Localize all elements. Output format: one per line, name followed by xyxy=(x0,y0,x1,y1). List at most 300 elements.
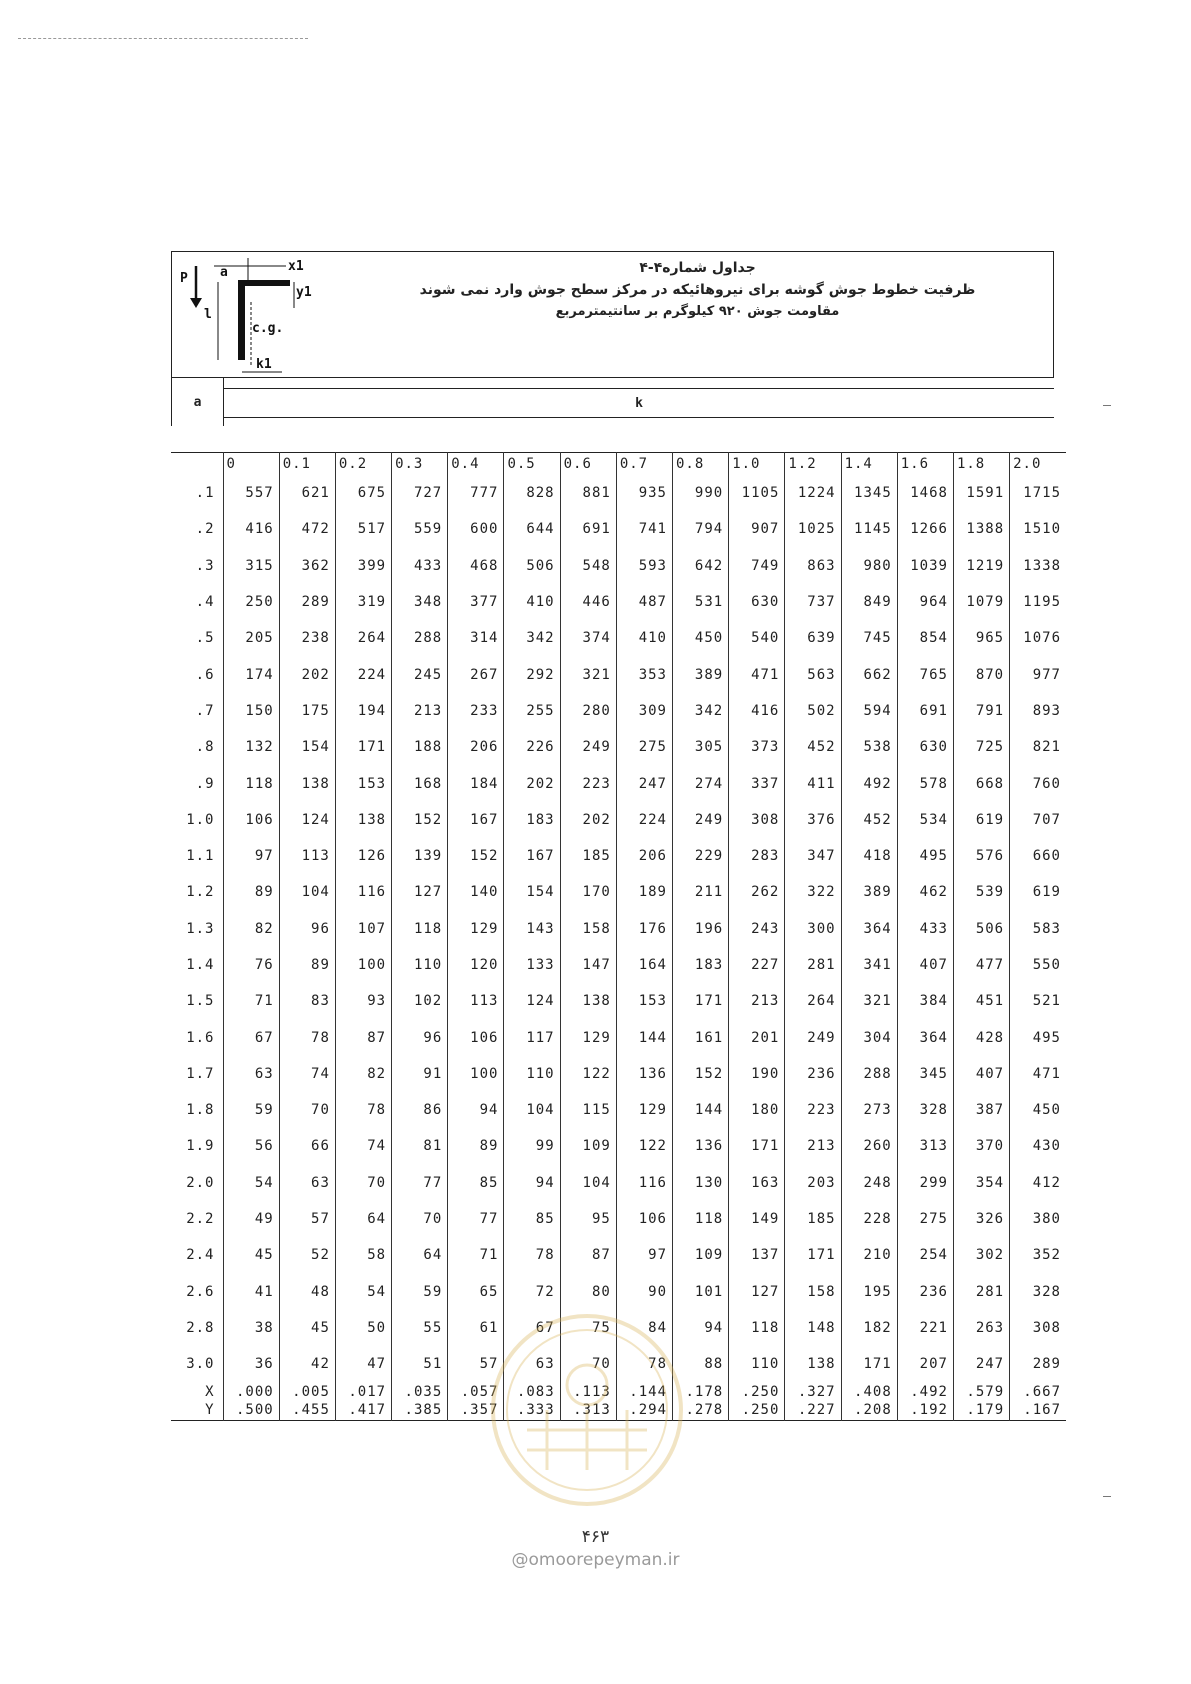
k-header-cell: 0.5 xyxy=(504,453,560,476)
y-label: Y xyxy=(205,1402,215,1419)
capacity-cell: 63 xyxy=(504,1346,560,1382)
capacity-cell: 85 xyxy=(504,1201,560,1237)
capacity-cell: 144 xyxy=(616,1019,672,1055)
capacity-cell: 760 xyxy=(1010,765,1066,801)
capacity-cell: 120 xyxy=(448,947,504,983)
capacity-cell: 1025 xyxy=(785,511,841,547)
capacity-cell: 64 xyxy=(335,1201,391,1237)
capacity-cell: 267 xyxy=(448,656,504,692)
xy-value-cell xyxy=(279,1382,335,1421)
capacity-cell: 675 xyxy=(335,475,391,511)
capacity-cell: 347 xyxy=(785,838,841,874)
capacity-cell: 78 xyxy=(279,1019,335,1055)
capacity-cell: 935 xyxy=(616,475,672,511)
capacity-cell: 557 xyxy=(223,475,279,511)
table-title: جداول شماره۴-۴ xyxy=(639,260,756,276)
capacity-cell: 54 xyxy=(335,1274,391,1310)
capacity-cell: 495 xyxy=(897,838,953,874)
capacity-cell: 70 xyxy=(560,1346,616,1382)
capacity-cell: 41 xyxy=(223,1274,279,1310)
capacity-cell: 164 xyxy=(616,947,672,983)
capacity-cell: 61 xyxy=(448,1310,504,1346)
a-value-cell: .2 xyxy=(195,521,215,538)
capacity-cell: 224 xyxy=(335,656,391,692)
capacity-cell: 506 xyxy=(504,548,560,584)
table-title-block xyxy=(372,260,1023,319)
a-value-cell: 1.9 xyxy=(186,1138,215,1155)
capacity-cell: 201 xyxy=(729,1019,785,1055)
xy-value-cell xyxy=(897,1382,953,1421)
capacity-cell: 407 xyxy=(897,947,953,983)
capacity-cell: 89 xyxy=(223,874,279,910)
capacity-cell: 691 xyxy=(560,511,616,547)
capacity-cell: 64 xyxy=(392,1237,448,1273)
a-value-cell: 2.0 xyxy=(186,1174,215,1191)
capacity-cell: 233 xyxy=(448,693,504,729)
diagram-label-y1: y1 xyxy=(296,285,312,300)
a-value-cell: 2.4 xyxy=(186,1247,215,1264)
capacity-cell: 130 xyxy=(673,1165,729,1201)
capacity-cell: 158 xyxy=(560,911,616,947)
capacity-cell: 91 xyxy=(392,1056,448,1092)
x-value: .035 xyxy=(404,1384,443,1401)
capacity-cell: 1591 xyxy=(953,475,1009,511)
capacity-cell: 765 xyxy=(897,656,953,692)
capacity-cell: 236 xyxy=(785,1056,841,1092)
xy-value-cell xyxy=(335,1382,391,1421)
capacity-cell: 275 xyxy=(616,729,672,765)
capacity-cell: 477 xyxy=(953,947,1009,983)
capacity-cell: 94 xyxy=(448,1092,504,1128)
capacity-cell: 410 xyxy=(504,584,560,620)
y-value: .179 xyxy=(966,1402,1005,1419)
capacity-cell: 737 xyxy=(785,584,841,620)
capacity-cell: 228 xyxy=(841,1201,897,1237)
capacity-cell: 78 xyxy=(335,1092,391,1128)
capacity-cell: 1039 xyxy=(897,548,953,584)
weld-horizontal xyxy=(238,280,290,286)
capacity-cell: 374 xyxy=(560,620,616,656)
capacity-cell: 364 xyxy=(897,1019,953,1055)
capacity-cell: 828 xyxy=(504,475,560,511)
capacity-cell: 129 xyxy=(448,911,504,947)
capacity-cell: 96 xyxy=(279,911,335,947)
table-row xyxy=(171,983,1066,1019)
capacity-cell: 174 xyxy=(223,656,279,692)
capacity-cell: 314 xyxy=(448,620,504,656)
capacity-cell: 642 xyxy=(673,548,729,584)
capacity-cell: 630 xyxy=(897,729,953,765)
capacity-cell: 80 xyxy=(560,1274,616,1310)
y-value: .250 xyxy=(741,1402,780,1419)
table-header-frame xyxy=(171,251,1054,378)
k-header-cell: 0.7 xyxy=(616,453,672,476)
capacity-cell: 129 xyxy=(560,1019,616,1055)
capacity-cell: 136 xyxy=(616,1056,672,1092)
capacity-cell: 107 xyxy=(335,911,391,947)
capacity-cell: 88 xyxy=(673,1346,729,1382)
capacity-cell: 304 xyxy=(841,1019,897,1055)
capacity-cell: 127 xyxy=(729,1274,785,1310)
capacity-cell: 980 xyxy=(841,548,897,584)
capacity-cell: 59 xyxy=(223,1092,279,1128)
capacity-cell: 82 xyxy=(223,911,279,947)
capacity-cell: 110 xyxy=(392,947,448,983)
capacity-cell: 183 xyxy=(673,947,729,983)
capacity-cell: 264 xyxy=(785,983,841,1019)
capacity-cell: 308 xyxy=(729,802,785,838)
x-value: .178 xyxy=(685,1384,724,1401)
capacity-cell: 1219 xyxy=(953,548,1009,584)
capacity-cell: 99 xyxy=(504,1128,560,1164)
k-header-cell: 0.8 xyxy=(673,453,729,476)
a-value-cell: 1.0 xyxy=(186,811,215,828)
capacity-cell: 777 xyxy=(448,475,504,511)
capacity-cell: 180 xyxy=(729,1092,785,1128)
capacity-cell: 185 xyxy=(785,1201,841,1237)
capacity-cell: 492 xyxy=(841,765,897,801)
capacity-cell: 563 xyxy=(785,656,841,692)
table-row xyxy=(171,1237,1066,1273)
capacity-cell: 94 xyxy=(504,1165,560,1201)
capacity-cell: 154 xyxy=(279,729,335,765)
capacity-cell: 539 xyxy=(953,874,1009,910)
table-row xyxy=(171,729,1066,765)
capacity-cell: 446 xyxy=(560,584,616,620)
capacity-cell: 300 xyxy=(785,911,841,947)
capacity-cell: 148 xyxy=(785,1310,841,1346)
capacity-cell: 326 xyxy=(953,1201,1009,1237)
x-value: .005 xyxy=(292,1384,330,1401)
capacity-cell: 167 xyxy=(504,838,560,874)
capacity-cell: 452 xyxy=(785,729,841,765)
capacity-cell: 213 xyxy=(729,983,785,1019)
xy-value-cell xyxy=(392,1382,448,1421)
capacity-cell: 42 xyxy=(279,1346,335,1382)
capacity-cell: 118 xyxy=(729,1310,785,1346)
capacity-cell: 110 xyxy=(729,1346,785,1382)
capacity-cell: 85 xyxy=(448,1165,504,1201)
capacity-cell: 416 xyxy=(223,511,279,547)
capacity-cell: 468 xyxy=(448,548,504,584)
capacity-cell: 262 xyxy=(729,874,785,910)
capacity-cell: 863 xyxy=(785,548,841,584)
capacity-cell: 548 xyxy=(560,548,616,584)
capacity-cell: 821 xyxy=(1010,729,1066,765)
capacity-cell: 206 xyxy=(448,729,504,765)
capacity-cell: 412 xyxy=(1010,1165,1066,1201)
capacity-cell: 1076 xyxy=(1010,620,1066,656)
capacity-cell: 236 xyxy=(897,1274,953,1310)
capacity-cell: 354 xyxy=(953,1165,1009,1201)
capacity-cell: 36 xyxy=(223,1346,279,1382)
capacity-cell: 109 xyxy=(560,1128,616,1164)
capacity-cell: 521 xyxy=(1010,983,1066,1019)
table-row xyxy=(171,911,1066,947)
capacity-cell: 727 xyxy=(392,475,448,511)
table-row xyxy=(171,511,1066,547)
a-value-cell: .1 xyxy=(195,485,215,502)
capacity-cell: 668 xyxy=(953,765,1009,801)
capacity-cell: 104 xyxy=(560,1165,616,1201)
capacity-cell: 576 xyxy=(953,838,1009,874)
capacity-cell: 288 xyxy=(841,1056,897,1092)
capacity-cell: 144 xyxy=(673,1092,729,1128)
capacity-cell: 38 xyxy=(223,1310,279,1346)
capacity-cell: 138 xyxy=(785,1346,841,1382)
capacity-cell: 250 xyxy=(223,584,279,620)
capacity-cell: 364 xyxy=(841,911,897,947)
capacity-cell: 313 xyxy=(897,1128,953,1164)
capacity-cell: 138 xyxy=(335,802,391,838)
table-row xyxy=(171,620,1066,656)
capacity-cell: 380 xyxy=(1010,1201,1066,1237)
table-body xyxy=(171,475,1066,1421)
table-row xyxy=(171,1274,1066,1310)
capacity-cell: 97 xyxy=(616,1237,672,1273)
capacity-cell: 149 xyxy=(729,1201,785,1237)
capacity-cell: 749 xyxy=(729,548,785,584)
y-value: .313 xyxy=(573,1402,611,1419)
capacity-cell: 644 xyxy=(504,511,560,547)
capacity-cell: 94 xyxy=(673,1310,729,1346)
capacity-cell: 202 xyxy=(504,765,560,801)
a-value-cell: .6 xyxy=(195,666,215,683)
capacity-cell: 100 xyxy=(448,1056,504,1092)
capacity-cell: 118 xyxy=(223,765,279,801)
y-value: .357 xyxy=(460,1402,499,1419)
table-subtitle: ظرفیت خطوط جوش گوشه برای نیروهائیکه در مرکز سطح جوش وارد نمی شوند xyxy=(419,282,976,298)
capacity-cell: 411 xyxy=(785,765,841,801)
y-value: .278 xyxy=(685,1402,724,1419)
capacity-cell: 600 xyxy=(448,511,504,547)
watermark-seal-logo xyxy=(487,1310,687,1510)
y-value: .167 xyxy=(1023,1402,1061,1419)
capacity-cell: 1195 xyxy=(1010,584,1066,620)
k-header-cell: 1.2 xyxy=(785,453,841,476)
capacity-cell: 190 xyxy=(729,1056,785,1092)
capacity-cell: 263 xyxy=(953,1310,1009,1346)
capacity-cell: 433 xyxy=(392,548,448,584)
capacity-cell: 96 xyxy=(392,1019,448,1055)
capacity-cell: 126 xyxy=(335,838,391,874)
capacity-cell: 138 xyxy=(279,765,335,801)
table-row xyxy=(171,548,1066,584)
capacity-cell: 67 xyxy=(504,1310,560,1346)
capacity-cell: 202 xyxy=(560,802,616,838)
capacity-cell: 154 xyxy=(504,874,560,910)
diagram-label-x1: x1 xyxy=(288,259,304,274)
capacity-cell: 213 xyxy=(785,1128,841,1164)
load-arrowhead xyxy=(190,298,202,308)
margin-mark xyxy=(1103,405,1111,406)
capacity-cell: 139 xyxy=(392,838,448,874)
capacity-cell: 171 xyxy=(785,1237,841,1273)
capacity-cell: 221 xyxy=(897,1310,953,1346)
capacity-cell: 54 xyxy=(223,1165,279,1201)
capacity-cell: 168 xyxy=(392,765,448,801)
capacity-cell: 227 xyxy=(729,947,785,983)
capacity-cell: 965 xyxy=(953,620,1009,656)
capacity-cell: 1224 xyxy=(785,475,841,511)
capacity-cell: 964 xyxy=(897,584,953,620)
capacity-cell: 210 xyxy=(841,1237,897,1273)
capacity-cell: 152 xyxy=(448,838,504,874)
capacity-cell: 137 xyxy=(729,1237,785,1273)
x-value: .017 xyxy=(348,1384,387,1401)
capacity-cell: 418 xyxy=(841,838,897,874)
capacity-cell: 170 xyxy=(560,874,616,910)
capacity-cell: 373 xyxy=(729,729,785,765)
a-value-cell: 1.8 xyxy=(186,1102,215,1119)
capacity-cell: 89 xyxy=(448,1128,504,1164)
capacity-cell: 384 xyxy=(897,983,953,1019)
diagram-label-l: l xyxy=(204,307,212,322)
capacity-cell: 109 xyxy=(673,1237,729,1273)
y-value: .333 xyxy=(516,1402,555,1419)
capacity-cell: 203 xyxy=(785,1165,841,1201)
k-header-cell: 0.4 xyxy=(448,453,504,476)
capacity-cell: 264 xyxy=(335,620,391,656)
capacity-cell: 725 xyxy=(953,729,1009,765)
capacity-cell: 315 xyxy=(223,548,279,584)
a-header-cell xyxy=(171,453,223,476)
capacity-cell: 630 xyxy=(729,584,785,620)
capacity-cell: 662 xyxy=(841,656,897,692)
capacity-cell: 1715 xyxy=(1010,475,1066,511)
capacity-cell: 106 xyxy=(616,1201,672,1237)
capacity-cell: 81 xyxy=(392,1128,448,1164)
capacity-cell: 51 xyxy=(392,1346,448,1382)
capacity-cell: 321 xyxy=(841,983,897,1019)
a-value-cell: 2.8 xyxy=(186,1319,215,1336)
capacity-cell: 102 xyxy=(392,983,448,1019)
capacity-cell: 249 xyxy=(785,1019,841,1055)
capacity-cell: 83 xyxy=(279,983,335,1019)
table-row xyxy=(171,1092,1066,1128)
capacity-cell: 531 xyxy=(673,584,729,620)
capacity-cell: 341 xyxy=(841,947,897,983)
x-value: .492 xyxy=(910,1384,948,1401)
capacity-cell: 229 xyxy=(673,838,729,874)
capacity-cell: 171 xyxy=(335,729,391,765)
capacity-cell: 75 xyxy=(560,1310,616,1346)
capacity-cell: 74 xyxy=(335,1128,391,1164)
capacity-cell: 275 xyxy=(897,1201,953,1237)
a-value-cell: 1.2 xyxy=(186,884,215,901)
capacity-cell: 289 xyxy=(1010,1346,1066,1382)
diagram-label-p: P xyxy=(180,271,188,286)
capacity-cell: 171 xyxy=(729,1128,785,1164)
k-header-cell: 1.4 xyxy=(841,453,897,476)
capacity-cell: 471 xyxy=(1010,1056,1066,1092)
x-label: X xyxy=(205,1384,215,1401)
capacity-cell: 881 xyxy=(560,475,616,511)
capacity-cell: 90 xyxy=(616,1274,672,1310)
capacity-cell: 183 xyxy=(504,802,560,838)
k-header-cell: 0.6 xyxy=(560,453,616,476)
capacity-cell: 211 xyxy=(673,874,729,910)
capacity-cell: 583 xyxy=(1010,911,1066,947)
a-value-cell: 1.5 xyxy=(186,993,215,1010)
capacity-cell: 337 xyxy=(729,765,785,801)
capacity-cell: 280 xyxy=(560,693,616,729)
k-header-cell: 0.2 xyxy=(335,453,391,476)
watermark-text: @omoorepeyman.ir xyxy=(511,1550,680,1570)
a-value-cell: .5 xyxy=(195,630,215,647)
capacity-cell: 430 xyxy=(1010,1128,1066,1164)
capacity-cell: 147 xyxy=(560,947,616,983)
capacity-cell: 182 xyxy=(841,1310,897,1346)
capacity-cell: 487 xyxy=(616,584,672,620)
x-value: .113 xyxy=(573,1384,611,1401)
x-value: .250 xyxy=(741,1384,780,1401)
capacity-cell: 161 xyxy=(673,1019,729,1055)
capacity-cell: 1510 xyxy=(1010,511,1066,547)
xy-value-cell xyxy=(729,1382,785,1421)
capacity-cell: 849 xyxy=(841,584,897,620)
capacity-cell: 153 xyxy=(616,983,672,1019)
capacity-cell: 305 xyxy=(673,729,729,765)
capacity-cell: 52 xyxy=(279,1237,335,1273)
capacity-cell: 619 xyxy=(953,802,1009,838)
capacity-cell: 59 xyxy=(392,1274,448,1310)
capacity-cell: 1388 xyxy=(953,511,1009,547)
margin-mark xyxy=(1103,1496,1111,1497)
x-value: .000 xyxy=(235,1384,274,1401)
capacity-cell: 308 xyxy=(1010,1310,1066,1346)
capacity-cell: 594 xyxy=(841,693,897,729)
capacity-cell: 100 xyxy=(335,947,391,983)
capacity-cell: 77 xyxy=(448,1201,504,1237)
capacity-cell: 49 xyxy=(223,1201,279,1237)
capacity-cell: 117 xyxy=(504,1019,560,1055)
capacity-cell: 93 xyxy=(335,983,391,1019)
capacity-cell: 71 xyxy=(448,1237,504,1273)
weld-vertical xyxy=(238,280,245,360)
capacity-cell: 70 xyxy=(335,1165,391,1201)
diagram-label-cog: c.g. xyxy=(252,321,284,336)
capacity-cell: 416 xyxy=(729,693,785,729)
capacity-cell: 106 xyxy=(223,802,279,838)
y-value: .500 xyxy=(235,1402,274,1419)
k-header-cell: 1.0 xyxy=(729,453,785,476)
capacity-cell: 76 xyxy=(223,947,279,983)
table-row xyxy=(171,802,1066,838)
capacity-cell: 319 xyxy=(335,584,391,620)
a-value-cell: .3 xyxy=(195,557,215,574)
capacity-cell: 255 xyxy=(504,693,560,729)
capacity-cell: 104 xyxy=(279,874,335,910)
capacity-cell: 47 xyxy=(335,1346,391,1382)
capacity-cell: 1468 xyxy=(897,475,953,511)
capacity-cell: 66 xyxy=(279,1128,335,1164)
capacity-cell: 143 xyxy=(504,911,560,947)
capacity-cell: 472 xyxy=(279,511,335,547)
a-value-cell: .7 xyxy=(195,702,215,719)
capacity-cell: 150 xyxy=(223,693,279,729)
capacity-cell: 370 xyxy=(953,1128,1009,1164)
capacity-cell: 158 xyxy=(785,1274,841,1310)
capacity-cell: 1266 xyxy=(897,511,953,547)
capacity-cell: 129 xyxy=(616,1092,672,1128)
capacity-cell: 202 xyxy=(279,656,335,692)
capacity-cell: 56 xyxy=(223,1128,279,1164)
capacity-cell: 559 xyxy=(392,511,448,547)
table-row xyxy=(171,947,1066,983)
capacity-cell: 1145 xyxy=(841,511,897,547)
capacity-cell: 353 xyxy=(616,656,672,692)
